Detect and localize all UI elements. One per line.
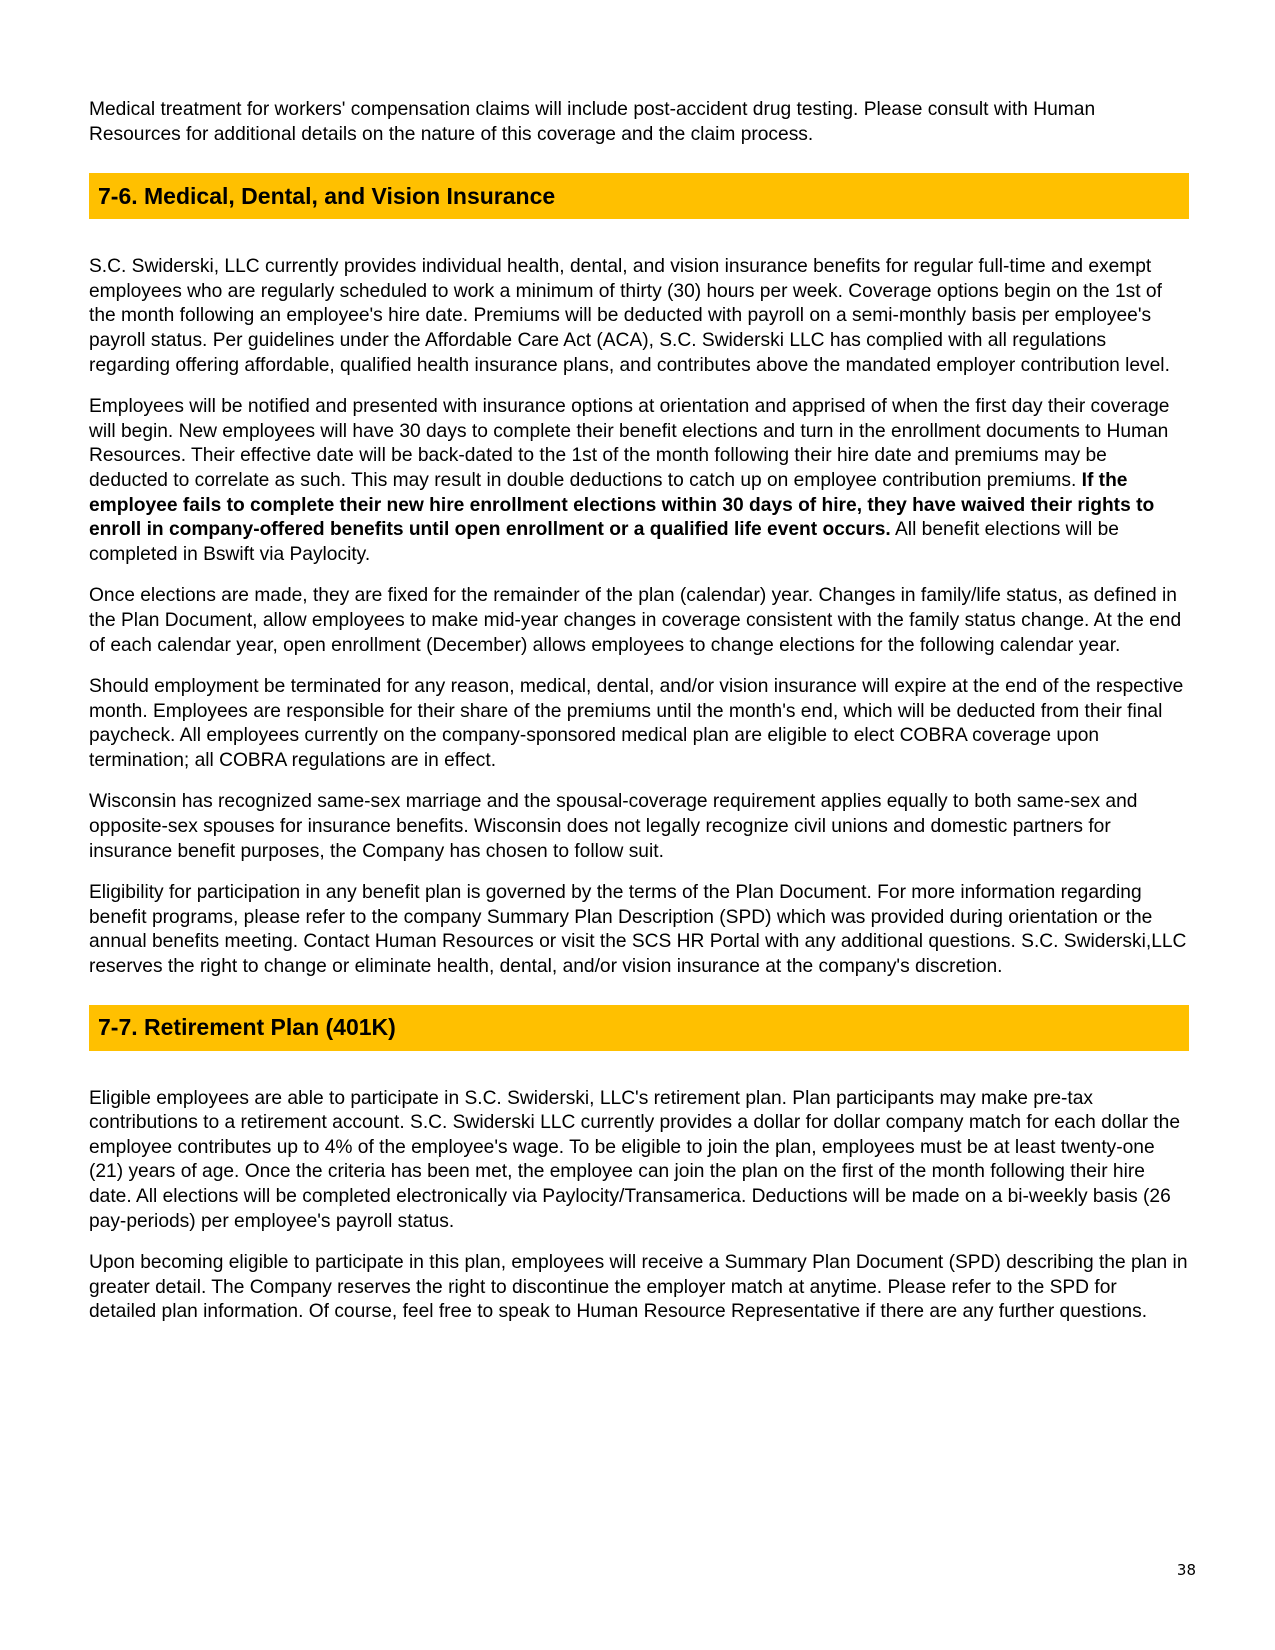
section-heading-7-6-text: 7-6. Medical, Dental, and Vision Insurance: [98, 182, 556, 209]
section-7-6-paragraph-6: Eligibility for participation in any benefit plan is governed by the terms of the Plan Document. For more information regarding benefit programs, please refer to the company Summary Plan Description (SPD) which was provided during orientation or the annual benefits meeting. Contact Human Resources or visit the SCS HR Portal with any additional questions. S.C. Swiderski,LLC reserves the right to change or eliminate health, dental, and/or vision insurance at the company's discretion.: [89, 882, 1187, 978]
section-7-6-paragraph-4: Should employment be terminated for any reason, medical, dental, and/or vision insurance will expire at the end of the respective month. Employees are responsible for their share of the premiums until the month's end, which will be deducted from their final paycheck. All employees currently on the company-sponsored medical plan are eligible to elect COBRA coverage upon termination; all COBRA regulations are in effect.: [89, 676, 1184, 771]
section-heading-7-6: [89, 173, 1189, 219]
section-heading-7-7-text: 7-7. Retirement Plan (401K): [98, 1014, 396, 1041]
paragraph-2-end: All benefit elections will be completed in Bswift via Paylocity.: [89, 519, 1119, 565]
section-7-6-paragraph-2: [89, 395, 1189, 567]
section-7-7-paragraph-1: Eligible employees are able to participate in S.C. Swiderski, LLC's retirement plan. Plan participants may make pre-tax contributions to a retirement account. S.C. Swiderski LLC currently provides a dollar for dollar company match for each dollar the employee contributes up to 4% of the employee's wage. To be eligible to join the plan, employees must be at least twenty-one (21) years of age. Once the criteria has been met, the employee can join the plan on the first of the month following their hire date. All elections will be completed electronically via Paylocity/Transamerica. Deductions will be made on a bi-weekly basis (26 pay-periods) per employee's payroll status.: [89, 1087, 1180, 1232]
page-number: 38: [1176, 1561, 1196, 1579]
paragraph-2-bold-notice: If the employee fails to complete their new hire enrollment elections within 30 days of hire, they have waived their rights to enroll in company-offered benefits until open enrollment or a qualified life event occurs.: [89, 469, 1155, 541]
section-heading-7-7: [89, 1005, 1189, 1051]
section-7-6-paragraph-1: S.C. Swiderski, LLC currently provides individual health, dental, and vision insurance benefits for regular full-time and exempt employees who are regularly scheduled to work a minimum of thirty (30) hours per week. Coverage options begin on the 1st of the month following an employee's hire date. Premiums will be deducted with payroll on a semi-monthly basis per employee's payroll status. Per guidelines under the Affordable Care Act (ACA), S.C. Swiderski LLC has complied with all regulations regarding offering affordable, qualified health insurance plans, and contributes above the mandated employer contribution level.: [89, 256, 1170, 376]
document-page: [89, 98, 1189, 1342]
intro-paragraph: Medical treatment for workers' compensation claims will include post-accident drug testing. Please consult with Human Resources for additional details on the nature of this coverage and the claim process.: [89, 99, 1096, 145]
section-7-6-paragraph-5: Wisconsin has recognized same-sex marriage and the spousal-coverage requirement applies equally to both same-sex and opposite-sex spouses for insurance benefits. Wisconsin does not legally recognize civil unions and domestic partners for insurance benefit purposes, the Company has chosen to follow suit.: [89, 791, 1138, 862]
paragraph-2-start: Employees will be notified and presented with insurance options at orientation and apprised of when the first day their coverage will begin. New employees will have 30 days to complete their benefit elections and turn in the enrollment documents to Human Resources. Their effective date will be back-dated to the 1st of the month following their hire date and premiums may be deducted to correlate as such. This may result in double deductions to catch up on employee contribution premiums.: [89, 396, 1170, 491]
section-7-6-paragraph-3: Once elections are made, they are fixed for the remainder of the plan (calendar) year. Changes in family/life status, as defined in the Plan Document, allow employees to make mid-year changes in coverage consistent with the family status change. At the end of each calendar year, open enrollment (December) allows employees to change elections for the following calendar year.: [89, 585, 1182, 656]
section-7-7-paragraph-2: Upon becoming eligible to participate in this plan, employees will receive a Summary Plan Document (SPD) describing the plan in greater detail. The Company reserves the right to discontinue the employer match at anytime. Please refer to the SPD for detailed plan information. Of course, feel free to speak to Human Resource Representative if there are any further questions.: [89, 1252, 1188, 1323]
